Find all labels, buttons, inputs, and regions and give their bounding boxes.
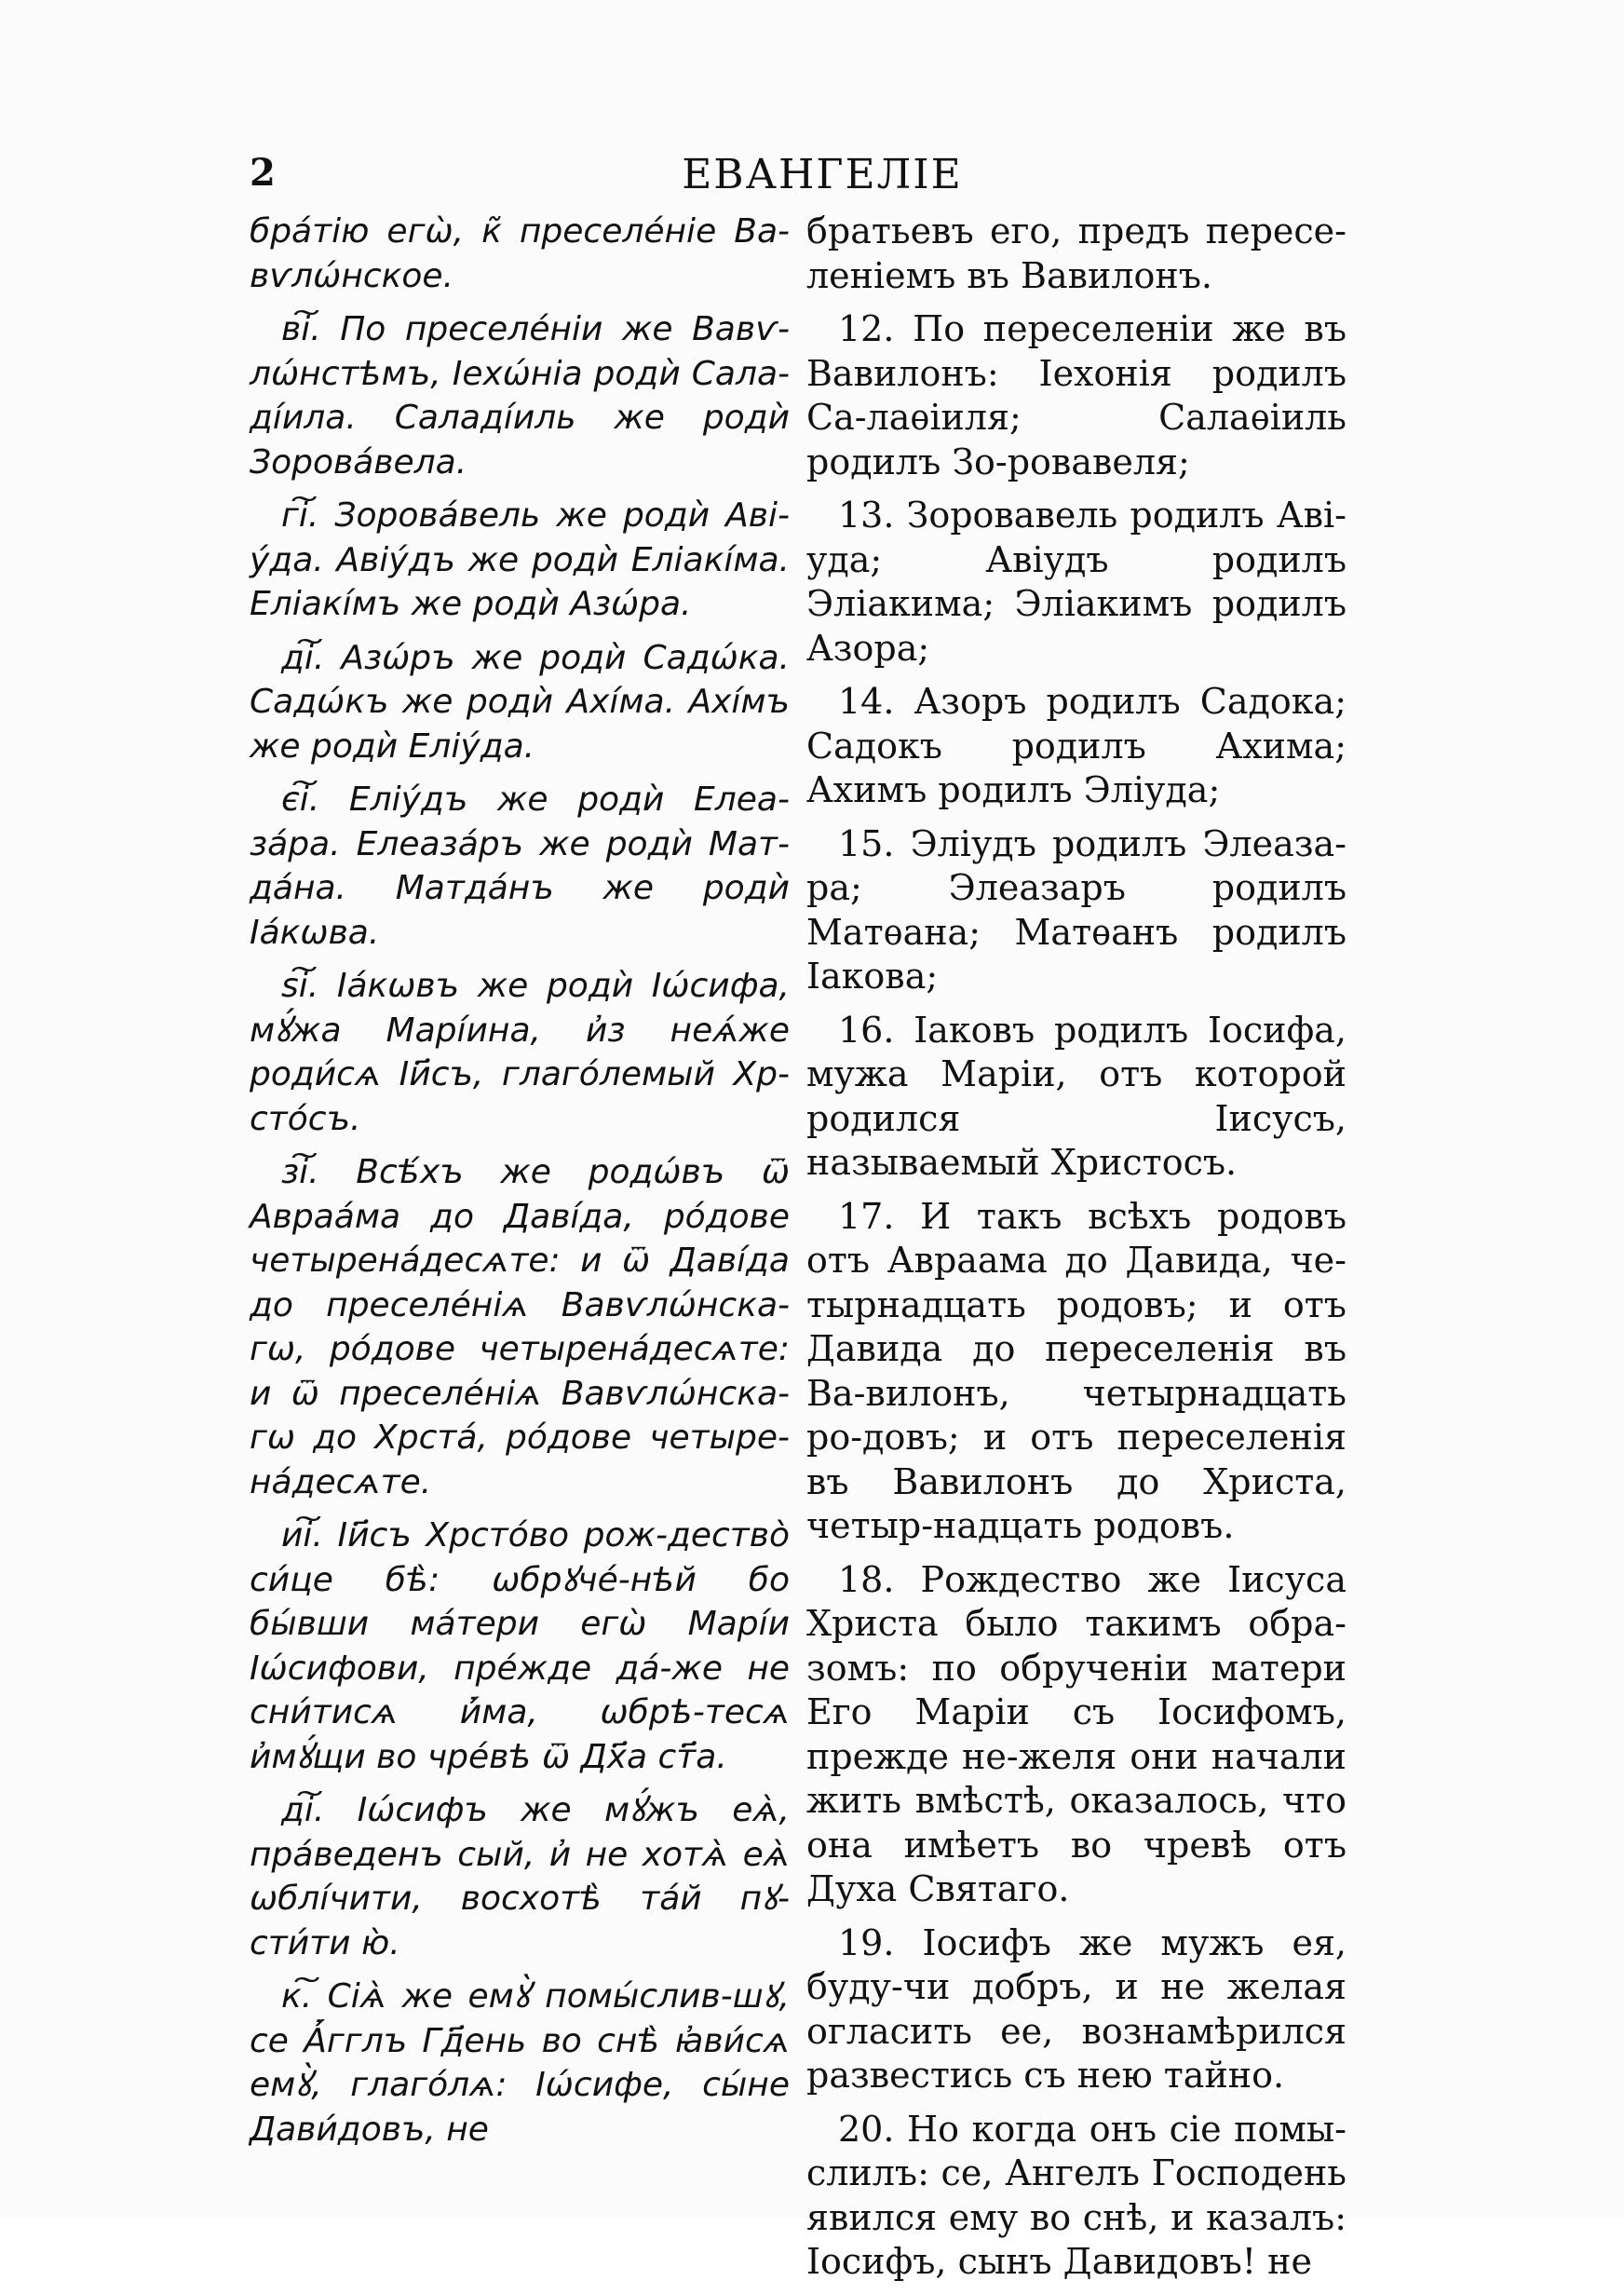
verse: 14. Азоръ родилъ Садока; Садокъ родилъ Ахима; Ахимъ родилъ Эліуда;	[806, 681, 1347, 810]
verse-continuation: брáтію егѡ̀, к̃ преселéніе Ва-вѵлѡ́нское.	[250, 212, 790, 295]
verse-continuation: братьевъ его, предъ пересе-леніемъ въ Вавилонъ.	[806, 210, 1347, 296]
verse: 13. Зоровавель родилъ Аві-уда; Авіудъ родилъ Эліакима; Эліакимъ родилъ Азора;	[806, 495, 1347, 669]
verse: 19. Іосифъ же мужъ ея, буду-чи добръ, и не желая огласить ее, вознамѣрился развестись съ нею тайно.	[806, 1921, 1347, 2096]
verse: в͠і. По преселéніи же Вавѵ-лѡ́нстѣмъ, Іехѡ́ніа родѝ Сала-ді́ила. Саладі́иль же родѝ Зоровáвела.	[250, 310, 790, 482]
verse: 15. Эліудъ родилъ Элеаза-ра; Элеазаръ родилъ Матѳана; Матѳанъ родилъ Іакова;	[806, 822, 1347, 997]
verse: 12. По переселеніи же въ Вавилонъ: Іехонія родилъ Са-лаѳіиля; Салаѳіиль родилъ Зо-ровавеля;	[806, 308, 1347, 482]
verse: д͠і. Азѡ́ръ же родѝ Садѡ́ка. Садѡ́къ же родѝ Ахíма. Ахíмъ же родѝ Еліýда.	[250, 638, 790, 766]
verse: 16. Іаковъ родилъ Іосифа, мужа Маріи, отъ которой родился Іисусъ, называемый Христосъ.	[806, 1009, 1347, 1183]
page-number: 2	[250, 151, 276, 195]
verse: д͠і. Іѡ́сифъ же мꙋ́жъ еѧ̀, прáведенъ сый, и҆ не хотѧ̀ еѧ̀ ѡблíчити, восхотѣ̀ тáй пꙋ-сти́ти ю̀.	[250, 1791, 790, 1962]
verse: к͠. Сiѧ̀ же емꙋ̀ помы́слив-шꙋ, се А҆́гглъ Гд҃ень во снѣ̀ ꙗ҆ви́сѧ емꙋ̀, глагóлѧ: Іѡ́сифе, сы́не Дави́довъ, не	[250, 1977, 790, 2149]
verse: и͠і. Іи҃съ Хрстóво рож-дество̀ си́це бѣ̀: ѡбрꙋчé-нѣй бо бы́вши мáтери егѡ̀ Марі́и Іѡ́сифови, прéжде дá-же не сни́тисѧ и҆́ма, ѡбрѣ-тесѧ и҆мꙋ́щи во чрéвѣ ѿ Дх҃а ст҃а.	[250, 1516, 790, 1776]
page-header	[250, 151, 1395, 197]
russian-column	[806, 210, 1347, 2294]
verse: з͠і. Всѣ́хъ же родѡ́въ ѿ Авраáма до Давíда, рóдове четыренáдесѧте: и ѿ Давíда до преселéніѧ Вавѵлѡ́нска-гѡ, рóдове четыренáдесѧте: и ѿ преселéніѧ Вавѵлѡ́нска-гѡ до Хрстá, рóдове четыре-нáдесѧте.	[250, 1153, 790, 1501]
verse: 20. Но когда онъ сіе помы-слилъ: се, Ангелъ Господень явился ему во снѣ, и казалъ: Іосифъ, сынъ Давидовъ! не	[806, 2108, 1347, 2282]
running-title: ЕВАНГЕЛІЕ	[682, 151, 963, 198]
verse: ѕ͠і. Іáкѡвъ же родѝ Іѡ́сифа, мꙋ́жа Марі́ина, и҆з неѧ́же роди́сѧ Іи҃съ, глагóлемый Хр-стóсъ.	[250, 967, 790, 1138]
verse: г͠і. Зоровáвель же родѝ Аві-ýда. Авіýдъ же родѝ Еліакíма. Еліакíмъ же родѝ Азѡ́ра.	[250, 496, 790, 623]
verse: 18. Рождество же Іисуса Христа было такимъ обра-зомъ: по обрученіи матери Его Маріи съ Іосифомъ, прежде не-желя они начали жить вмѣстѣ, оказалось, что она имѣетъ во чревѣ отъ Духа Святаго.	[806, 1558, 1347, 1909]
verse: 17. И такъ всѣхъ родовъ отъ Авраама до Давида, че-тырнадцать родовъ; и отъ Давида до переселенія въ Ва-вилонъ, четырнадцать ро-довъ; и отъ переселенія въ Вавилонъ до Христа, четыр-надцать родовъ.	[806, 1195, 1347, 1546]
church-slavonic-column	[250, 210, 790, 2161]
verse: є͠і. Еліýдъ же родѝ Елеа-зáра. Елеазáръ же родѝ Мат-дáна. Матдáнъ же родѝ Іáкѡва.	[250, 781, 790, 952]
